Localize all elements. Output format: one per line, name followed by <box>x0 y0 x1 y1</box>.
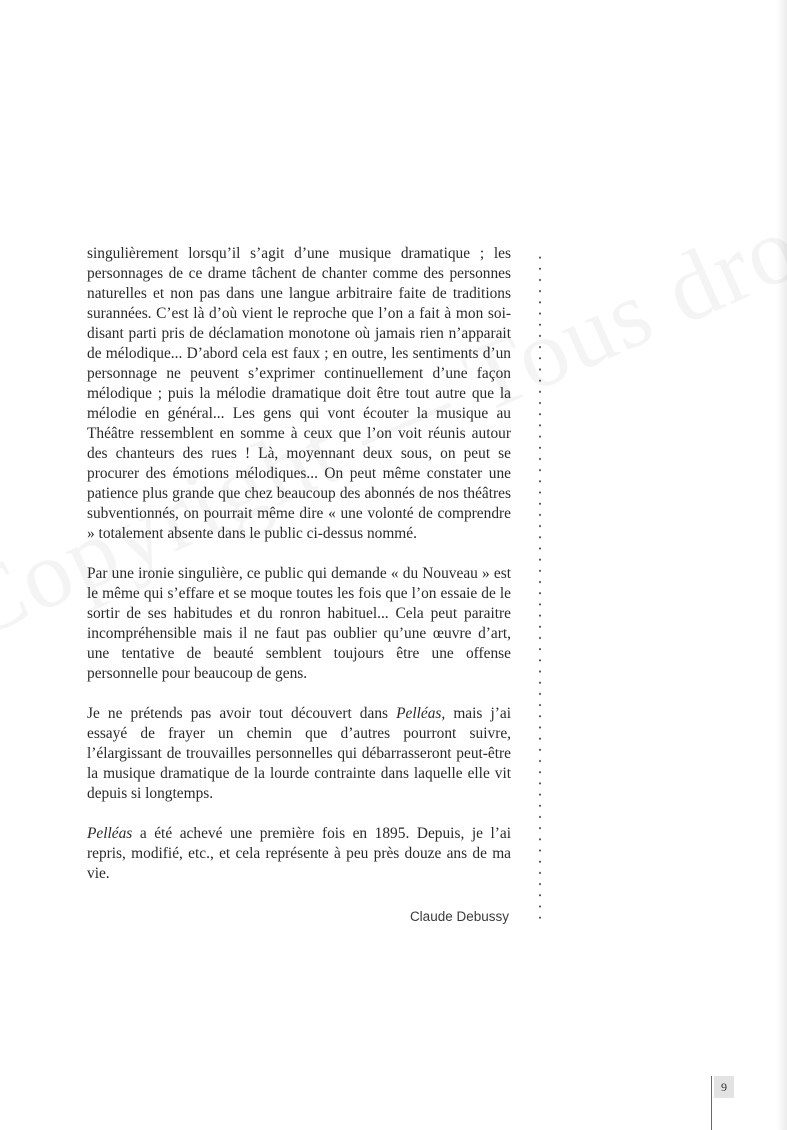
author-signature: Claude Debussy <box>409 909 509 924</box>
page-edge-shadow <box>777 0 787 1130</box>
paragraph <box>87 704 511 804</box>
paragraph-text: singulièrement lorsqu’il s’agit d’une musique dramatique ; les personnages de ce drame tâchent de chanter comme des personnes naturelles et non pas dans une langue arbitraire faite de traditions surannées. C’est là d’où vient le reproche que l’on a fait à mon soi-disant parti pris de déclamation monotone où jamais rien n’apparait de mélodique... D’abord cela est faux ; en outre, les sentiments d’un personnage ne peuvent s’exprimer continuellement d’une façon mélodique ; puis la mélodie dramatique doit être tout autre que la mélodie en général... Les gens qui vont écouter la musique au Théâtre ressemblent en somme à ceux que l’on voit réunis autour des chanteurs des rues ! Là, moyennant deux sous, on peut se procurer des émotions mélodiques... On peut même constater une patience plus grande que chez beaucoup des abonnés de nos théâtres subventionnés, on pourrait même dire « une volonté de comprendre » totalement absente dans le public ci-dessus nommé. <box>87 245 511 542</box>
page-number: 9 <box>714 1076 734 1098</box>
folio-rule <box>711 1076 712 1130</box>
body-text <box>87 244 511 904</box>
italic-title: Pelléas <box>87 825 133 842</box>
paragraph <box>87 564 511 684</box>
paragraph <box>87 824 511 884</box>
paragraph-text: Je ne prétends pas avoir tout découvert dans <box>87 705 397 722</box>
paragraph-text: mais j’ai essayé de frayer un chemin que d’autres pourront suivre, l’élargissant de trouvailles personnelles qui débarrasseront peut-être la musique dramatique de la lourde contrainte dans laquelle elle vit depuis si longtemps. <box>87 705 511 802</box>
dotted-margin-rule <box>538 252 542 924</box>
paragraph-text: a été achevé une première fois en 1895. Depuis, je l’ai repris, modifié, etc., et cela représente à peu près douze ans de ma vie. <box>87 825 511 882</box>
italic-title: Pelléas, <box>396 705 446 722</box>
paragraph <box>87 244 511 544</box>
paragraph-text: Par une ironie singulière, ce public qui demande « du Nouveau » est le même qui s’effare et se moque toutes les fois que l’on essaie de le sortir de ses habitudes et du ronron habituel... Cela peut paraitre incompréhensible mais il ne faut pas oublier qu’une œuvre d’art, une tentative de beauté semblent toujours être une offense personnelle pour beaucoup de gens. <box>87 565 511 682</box>
